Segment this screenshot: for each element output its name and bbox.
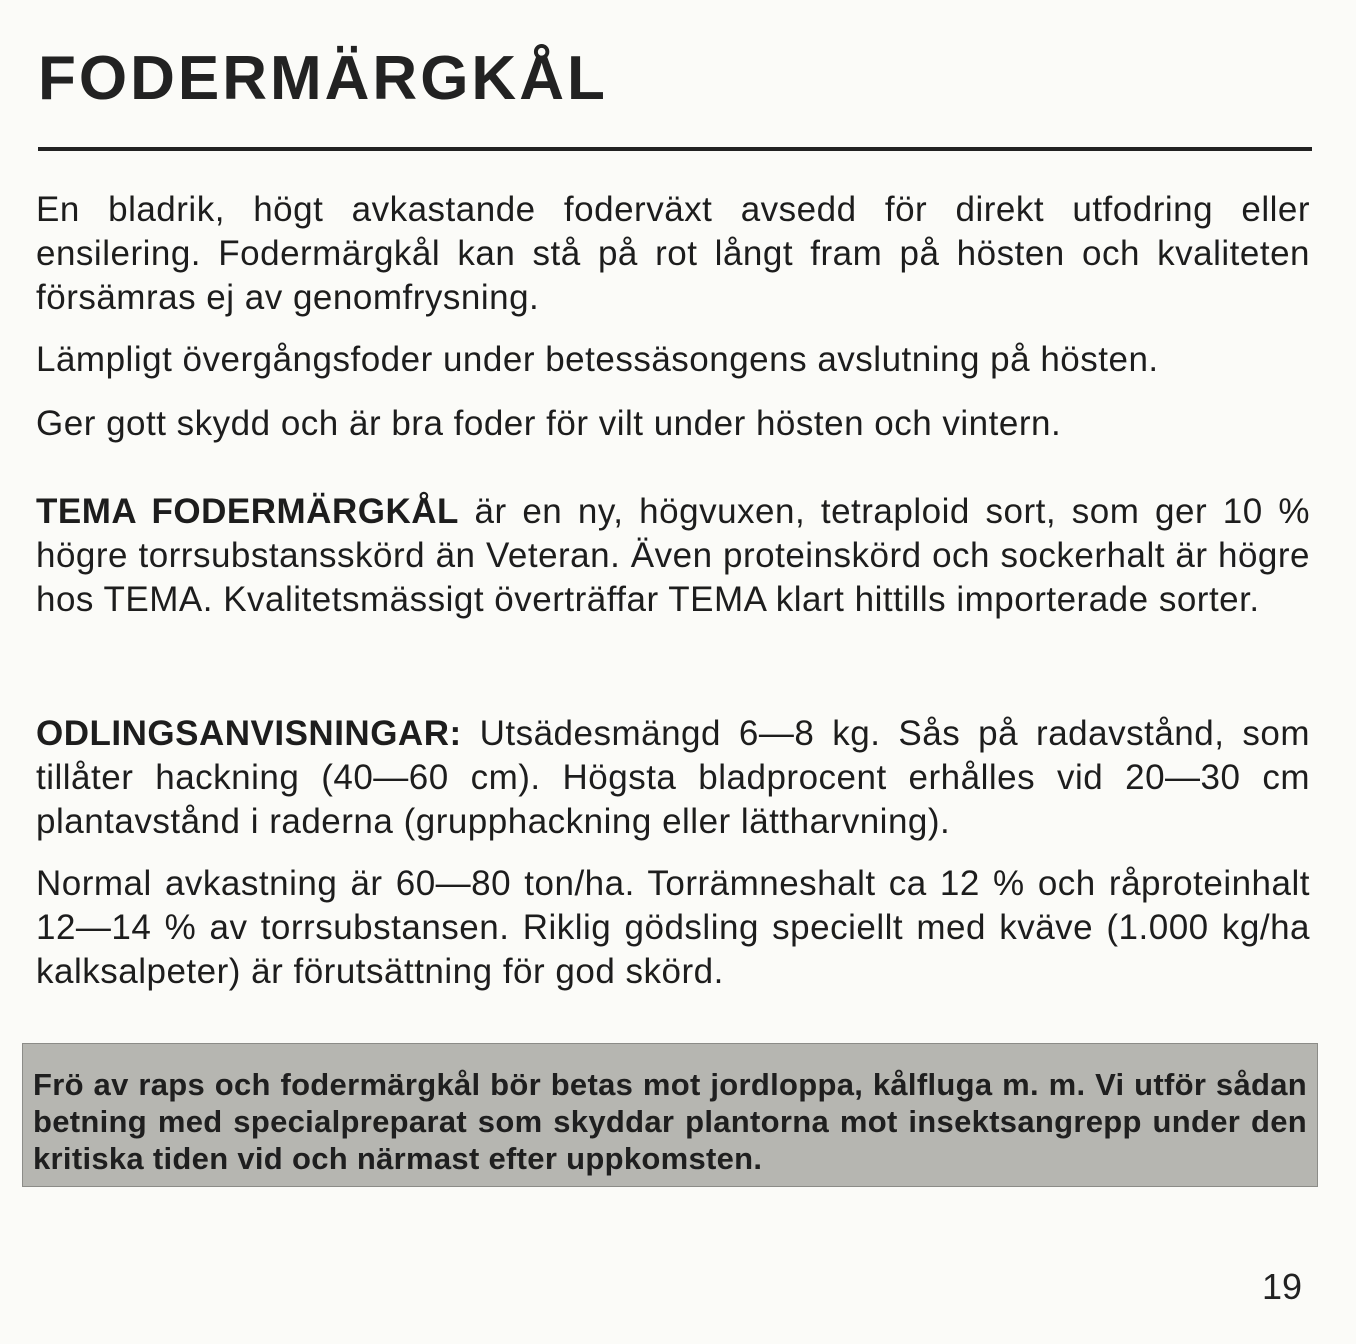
intro-paragraph: En bladrik, högt avkastande foderväxt avsedd för direkt utfodring eller ensilering. Fodermärgkål kan stå på rot långt fram på hösten och kvaliteten försämras ej av genomfrysning. bbox=[36, 190, 1310, 317]
cultivation-heading: ODLINGSANVISNINGAR: bbox=[36, 714, 462, 753]
wildlife-paragraph: Ger gott skydd och är bra foder för vilt under hösten och vintern. bbox=[36, 404, 1062, 443]
page-number: 19 bbox=[1262, 1266, 1303, 1307]
cultivation-paragraph bbox=[36, 712, 1310, 844]
yield-paragraph: Normal avkastning är 60—80 ton/ha. Torrämneshalt ca 12 % och råproteinhalt 12—14 % av torrsubstansen. Riklig gödsling speciellt med kväve (1.000 kg/ha kalksalpeter) är förutsättning för god skörd. bbox=[36, 864, 1310, 991]
page-title: FODERMÄRGKÅL bbox=[38, 44, 608, 113]
tema-paragraph bbox=[36, 490, 1310, 622]
tema-text: är en ny, högvuxen, tetraploid sort, som ger 10 % högre torrsubstansskörd än Veteran. Även proteinskörd och sockerhalt är högre hos TEMA. Kvalitetsmässigt överträffar TEMA klart hittills importerade sorter. bbox=[36, 492, 1310, 619]
title-divider bbox=[38, 147, 1312, 151]
tema-heading: TEMA FODERMÄRGKÅL bbox=[36, 492, 459, 531]
seed-treatment-text: Frö av raps och fodermärgkål bör betas mot jordloppa, kålfluga m. m. Vi utför sådan betning med specialpreparat som skyddar plantorna mot insektsangrepp under den kritiska tiden vid och närmast efter uppkomsten. bbox=[33, 1067, 1307, 1176]
transition-feed-paragraph: Lämpligt övergångsfoder under betessäsongens avslutning på hösten. bbox=[36, 340, 1159, 379]
cultivation-text: Utsädesmängd 6—8 kg. Sås på radavstånd, som tillåter hackning (40—60 cm). Högsta bladprocent erhålles vid 20—30 cm plantavstånd i raderna (grupphackning eller lättharvning). bbox=[36, 714, 1310, 841]
seed-treatment-notice bbox=[22, 1043, 1318, 1187]
